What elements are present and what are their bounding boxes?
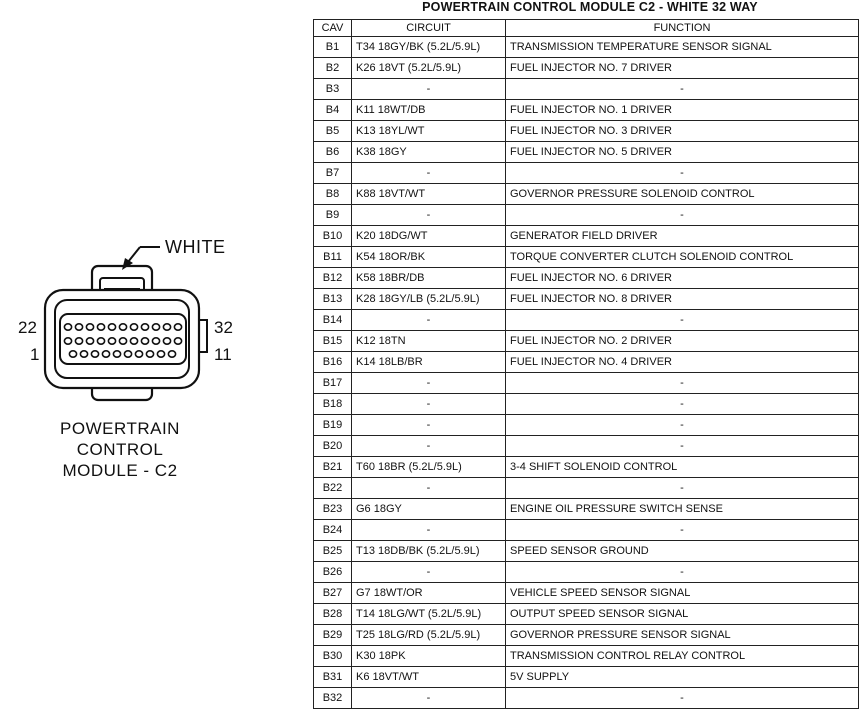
table-row <box>314 604 859 625</box>
cell-cav: B9 <box>314 205 352 226</box>
table-row <box>314 562 859 583</box>
cell-circuit: T60 18BR (5.2L/5.9L) <box>352 457 506 478</box>
cell-circuit: K28 18GY/LB (5.2L/5.9L) <box>352 289 506 310</box>
table-row <box>314 583 859 604</box>
cell-cav: B17 <box>314 373 352 394</box>
cell-circuit: K13 18YL/WT <box>352 121 506 142</box>
cell-circuit: - <box>352 205 506 226</box>
cell-function: - <box>506 415 859 436</box>
table-row <box>314 373 859 394</box>
cell-function: 5V SUPPLY <box>506 667 859 688</box>
cell-circuit: K14 18LB/BR <box>352 352 506 373</box>
cell-cav: B20 <box>314 436 352 457</box>
cell-cav: B27 <box>314 583 352 604</box>
caption-line-3: MODULE - C2 <box>62 461 178 480</box>
cell-cav: B28 <box>314 604 352 625</box>
cell-function: VEHICLE SPEED SENSOR SIGNAL <box>506 583 859 604</box>
cell-cav: B19 <box>314 415 352 436</box>
cell-function: - <box>506 436 859 457</box>
cell-circuit: - <box>352 478 506 499</box>
table-row <box>314 688 859 709</box>
header-circuit: CIRCUIT <box>352 20 506 37</box>
table-row <box>314 310 859 331</box>
cell-cav: B30 <box>314 646 352 667</box>
cell-function: TRANSMISSION TEMPERATURE SENSOR SIGNAL <box>506 37 859 58</box>
cell-function: FUEL INJECTOR NO. 6 DRIVER <box>506 268 859 289</box>
table-row <box>314 436 859 457</box>
table-row <box>314 100 859 121</box>
cell-cav: B6 <box>314 142 352 163</box>
cell-circuit: K58 18BR/DB <box>352 268 506 289</box>
cell-cav: B8 <box>314 184 352 205</box>
cell-circuit: - <box>352 373 506 394</box>
cell-cav: B25 <box>314 541 352 562</box>
table-row <box>314 121 859 142</box>
cell-cav: B26 <box>314 562 352 583</box>
cell-function: - <box>506 79 859 100</box>
table-row <box>314 667 859 688</box>
cell-circuit: T25 18LG/RD (5.2L/5.9L) <box>352 625 506 646</box>
cell-function: - <box>506 373 859 394</box>
cell-function: FUEL INJECTOR NO. 8 DRIVER <box>506 289 859 310</box>
pin-label-22: 22 <box>18 318 37 337</box>
cell-function: GOVERNOR PRESSURE SOLENOID CONTROL <box>506 184 859 205</box>
cell-circuit: K54 18OR/BK <box>352 247 506 268</box>
cell-cav: B24 <box>314 520 352 541</box>
cell-circuit: T13 18DB/BK (5.2L/5.9L) <box>352 541 506 562</box>
table-row <box>314 478 859 499</box>
table-row <box>314 163 859 184</box>
table-row <box>314 541 859 562</box>
cell-cav: B5 <box>314 121 352 142</box>
table-row <box>314 625 859 646</box>
table-row <box>314 205 859 226</box>
cell-function: FUEL INJECTOR NO. 3 DRIVER <box>506 121 859 142</box>
table-row <box>314 226 859 247</box>
connector-color-label: WHITE <box>165 237 226 257</box>
cell-function: - <box>506 688 859 709</box>
table-row <box>314 37 859 58</box>
table-row <box>314 520 859 541</box>
table-row <box>314 142 859 163</box>
cell-function: FUEL INJECTOR NO. 7 DRIVER <box>506 58 859 79</box>
cell-circuit: - <box>352 394 506 415</box>
cell-cav: B29 <box>314 625 352 646</box>
cell-cav: B4 <box>314 100 352 121</box>
cell-circuit: - <box>352 310 506 331</box>
cell-circuit: T34 18GY/BK (5.2L/5.9L) <box>352 37 506 58</box>
cell-function: 3-4 SHIFT SOLENOID CONTROL <box>506 457 859 478</box>
table-row <box>314 499 859 520</box>
caption-line-1: POWERTRAIN <box>60 419 180 438</box>
cell-function: - <box>506 562 859 583</box>
cell-function: - <box>506 394 859 415</box>
cell-cav: B14 <box>314 310 352 331</box>
cell-function: OUTPUT SPEED SENSOR SIGNAL <box>506 604 859 625</box>
cell-circuit: G6 18GY <box>352 499 506 520</box>
cell-cav: B15 <box>314 331 352 352</box>
cell-cav: B21 <box>314 457 352 478</box>
cell-circuit: - <box>352 688 506 709</box>
cell-function: FUEL INJECTOR NO. 5 DRIVER <box>506 142 859 163</box>
cell-cav: B16 <box>314 352 352 373</box>
cell-circuit: T14 18LG/WT (5.2L/5.9L) <box>352 604 506 625</box>
header-cav: CAV <box>314 20 352 37</box>
cell-circuit: K20 18DG/WT <box>352 226 506 247</box>
table-row <box>314 247 859 268</box>
cell-cav: B18 <box>314 394 352 415</box>
cell-function: FUEL INJECTOR NO. 1 DRIVER <box>506 100 859 121</box>
pin-label-32: 32 <box>214 318 233 337</box>
cell-function: - <box>506 520 859 541</box>
table-row <box>314 352 859 373</box>
cell-circuit: - <box>352 415 506 436</box>
table-title: POWERTRAIN CONTROL MODULE C2 - WHITE 32 WAY <box>422 0 758 14</box>
cell-function: - <box>506 478 859 499</box>
cell-function: TORQUE CONVERTER CLUTCH SOLENOID CONTROL <box>506 247 859 268</box>
cell-circuit: K38 18GY <box>352 142 506 163</box>
cell-cav: B31 <box>314 667 352 688</box>
table-body <box>314 37 859 709</box>
table-row <box>314 184 859 205</box>
cell-cav: B23 <box>314 499 352 520</box>
table-row <box>314 646 859 667</box>
table-row <box>314 331 859 352</box>
cell-circuit: K12 18TN <box>352 331 506 352</box>
cell-circuit: K11 18WT/DB <box>352 100 506 121</box>
cell-cav: B13 <box>314 289 352 310</box>
cell-function: ENGINE OIL PRESSURE SWITCH SENSE <box>506 499 859 520</box>
cell-cav: B7 <box>314 163 352 184</box>
pin-label-1: 1 <box>30 345 40 364</box>
cell-function: FUEL INJECTOR NO. 2 DRIVER <box>506 331 859 352</box>
cell-function: - <box>506 163 859 184</box>
cell-function: - <box>506 205 859 226</box>
cell-cav: B1 <box>314 37 352 58</box>
cell-cav: B10 <box>314 226 352 247</box>
cell-function: FUEL INJECTOR NO. 4 DRIVER <box>506 352 859 373</box>
cell-circuit: G7 18WT/OR <box>352 583 506 604</box>
cell-cav: B12 <box>314 268 352 289</box>
caption-line-2: CONTROL <box>76 440 164 459</box>
cell-cav: B11 <box>314 247 352 268</box>
cell-circuit: - <box>352 562 506 583</box>
cell-function: SPEED SENSOR GROUND <box>506 541 859 562</box>
cell-circuit: K6 18VT/WT <box>352 667 506 688</box>
cell-cav: B2 <box>314 58 352 79</box>
cell-cav: B22 <box>314 478 352 499</box>
table-row <box>314 457 859 478</box>
table-row <box>314 415 859 436</box>
cell-circuit: - <box>352 79 506 100</box>
table-row <box>314 58 859 79</box>
header-function: FUNCTION <box>506 20 859 37</box>
cell-circuit: K30 18PK <box>352 646 506 667</box>
cell-cav: B3 <box>314 79 352 100</box>
table-row <box>314 79 859 100</box>
table-row <box>314 268 859 289</box>
cell-circuit: - <box>352 436 506 457</box>
table-row <box>314 394 859 415</box>
pinout-table <box>313 19 859 709</box>
cell-function: GOVERNOR PRESSURE SENSOR SIGNAL <box>506 625 859 646</box>
table-header-row <box>314 20 859 37</box>
table-row <box>314 289 859 310</box>
cell-function: - <box>506 310 859 331</box>
module-caption <box>30 418 210 481</box>
cell-cav: B32 <box>314 688 352 709</box>
cell-circuit: - <box>352 163 506 184</box>
pin-label-11: 11 <box>214 345 232 364</box>
cell-function: GENERATOR FIELD DRIVER <box>506 226 859 247</box>
cell-circuit: - <box>352 520 506 541</box>
cell-function: TRANSMISSION CONTROL RELAY CONTROL <box>506 646 859 667</box>
cell-circuit: K26 18VT (5.2L/5.9L) <box>352 58 506 79</box>
cell-circuit: K88 18VT/WT <box>352 184 506 205</box>
